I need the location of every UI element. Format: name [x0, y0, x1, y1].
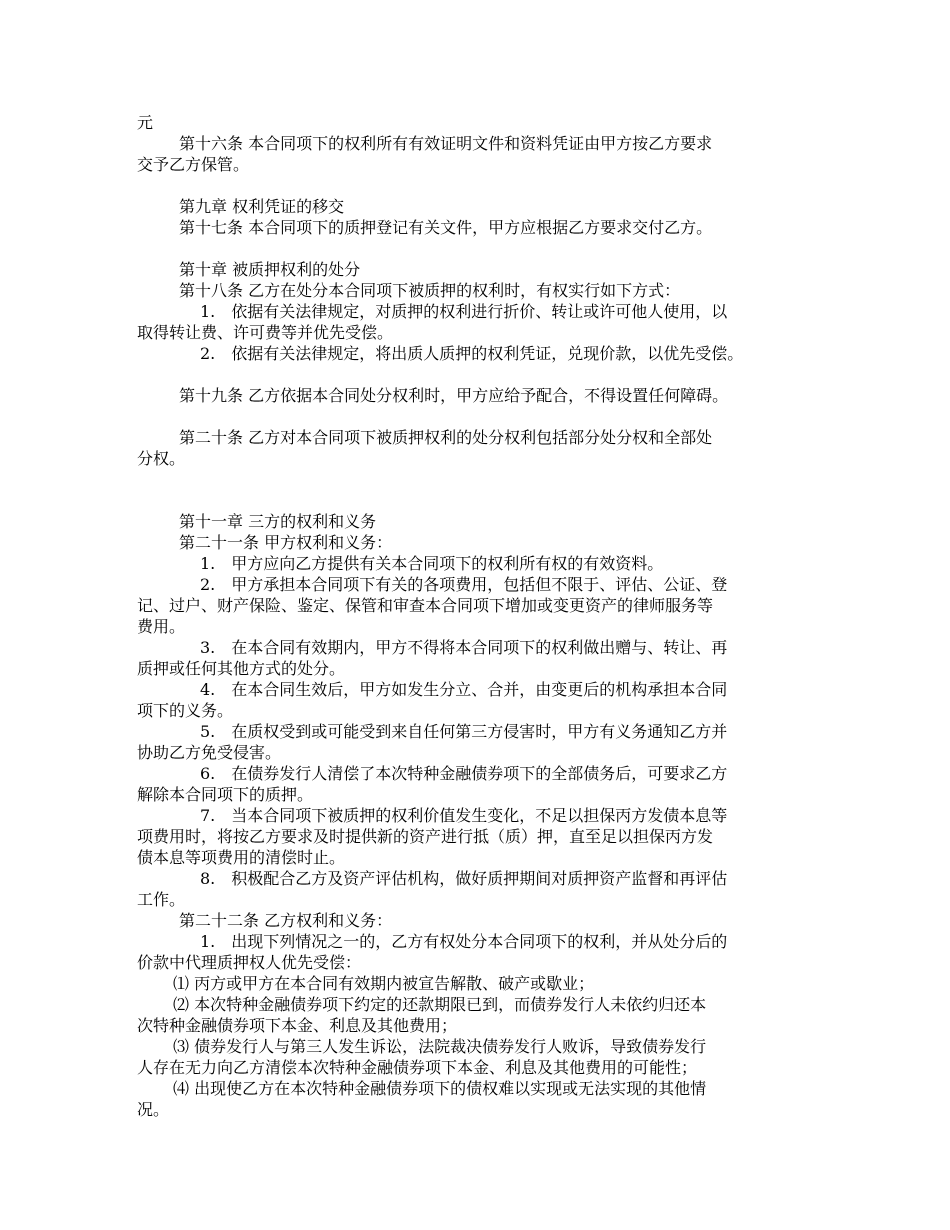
text-line: 第十八条 乙方在处分本合同项下被质押的权利时，有权实行如下方式： — [179, 281, 681, 300]
text-line: 协助乙方免受侵害。 — [137, 743, 282, 762]
text-line: 8. 积极配合乙方及资产评估机构，做好质押期间对质押资产监督和再评估 — [200, 869, 728, 888]
text-line: 1. 出现下列情况之一的，乙方有权处分本合同项下的权利，并从处分后的 — [200, 932, 728, 951]
text-line: 况。 — [137, 1100, 170, 1119]
text-line: 5. 在质权受到或可能受到来自任何第三方侵害时，甲方有义务通知乙方并 — [200, 722, 728, 741]
text-line: 取得转让费、许可费等并优先受偿。 — [137, 323, 394, 342]
text-line: 第二十一条 甲方权利和义务： — [179, 533, 393, 552]
text-line: 2. 甲方承担本合同项下有关的各项费用，包括但不限于、评估、公证、登 — [200, 575, 728, 594]
blank-line — [137, 406, 817, 427]
text-line: 6. 在债券发行人清偿了本次特种金融债券项下的全部债务后，可要求乙方 — [200, 764, 728, 783]
text-line: 债本息等项费用的清偿时止。 — [137, 848, 346, 867]
text-line: 分权。 — [137, 449, 186, 468]
text-line: 解除本合同项下的质押。 — [137, 785, 314, 804]
text-line: 第十章 被质押权利的处分 — [179, 260, 361, 279]
text-line: 3. 在本合同有效期内，甲方不得将本合同项下的权利做出赠与、转让、再 — [200, 638, 728, 657]
blank-line — [137, 490, 817, 511]
text-line: 第二十条 乙方对本合同项下被质押权利的处分权利包括部分处分权和全部处 — [179, 428, 713, 447]
text-line: 费用。 — [137, 617, 186, 636]
text-line: 7. 当本合同项下被质押的权利价值发生变化，不足以担保丙方发债本息等 — [200, 806, 728, 825]
text-line: 第十一章 三方的权利和义务 — [179, 512, 377, 531]
text-line: 项费用时，将按乙方要求及时提供新的资产进行抵（质）押，直至足以担保丙方发 — [137, 827, 714, 846]
document-page — [137, 112, 817, 1120]
text-line: 人存在无力向乙方清偿本次特种金融债券项下本金、利息及其他费用的可能性； — [137, 1058, 698, 1077]
text-line: 4. 在本合同生效后，甲方如发生分立、合并，由变更后的机构承担本合同 — [200, 680, 728, 699]
text-line: 交予乙方保管。 — [137, 155, 250, 174]
text-line: 价款中代理质押权人优先受偿： — [137, 953, 362, 972]
blank-line — [137, 175, 817, 196]
text-line: 第二十二条 乙方权利和义务： — [179, 911, 393, 930]
text-line: ⑴ 丙方或甲方在本合同有效期内被宣告解散、破产或歇业； — [173, 974, 595, 993]
text-line: 项下的义务。 — [137, 701, 234, 720]
text-line: ⑷ 出现使乙方在本次特种金融债券项下的债权难以实现或无法实现的其他情 — [173, 1079, 707, 1098]
text-line: 记、过户、财产保险、鉴定、保管和审查本合同项下增加或变更资产的律师服务等 — [137, 596, 714, 615]
text-line: 第十六条 本合同项下的权利所有有效证明文件和资料凭证由甲方按乙方要求 — [179, 134, 713, 153]
text-line: 1. 依据有关法律规定，对质押的权利进行折价、转让或许可他人使用，以 — [200, 302, 728, 321]
text-line: 工作。 — [137, 890, 186, 909]
blank-line — [137, 238, 817, 259]
blank-line — [137, 469, 817, 490]
text-line: ⑶ 债券发行人与第三人发生诉讼，法院裁决债券发行人败诉，导致债券发行 — [173, 1037, 707, 1056]
text-line: 1. 甲方应向乙方提供有关本合同项下的权利所有权的有效资料。 — [200, 554, 664, 573]
blank-line — [137, 364, 817, 385]
text-line: 第九章 权利凭证的移交 — [179, 197, 345, 216]
text-line: 质押或任何其他方式的处分。 — [137, 659, 346, 678]
text-line: 2. 依据有关法律规定，将出质人质押的权利凭证，兑现价款，以优先受偿。 — [200, 344, 744, 363]
text-line: 第十七条 本合同项下的质押登记有关文件，甲方应根据乙方要求交付乙方。 — [179, 218, 713, 237]
text-line: 元 — [137, 113, 154, 132]
text-line: ⑵ 本次特种金融债券项下约定的还款期限已到，而债券发行人未依约归还本 — [173, 995, 707, 1014]
text-line: 次特种金融债券项下本金、利息及其他费用； — [137, 1016, 458, 1035]
text-line: 第十九条 乙方依据本合同处分权利时，甲方应给予配合，不得设置任何障碍。 — [179, 386, 729, 405]
